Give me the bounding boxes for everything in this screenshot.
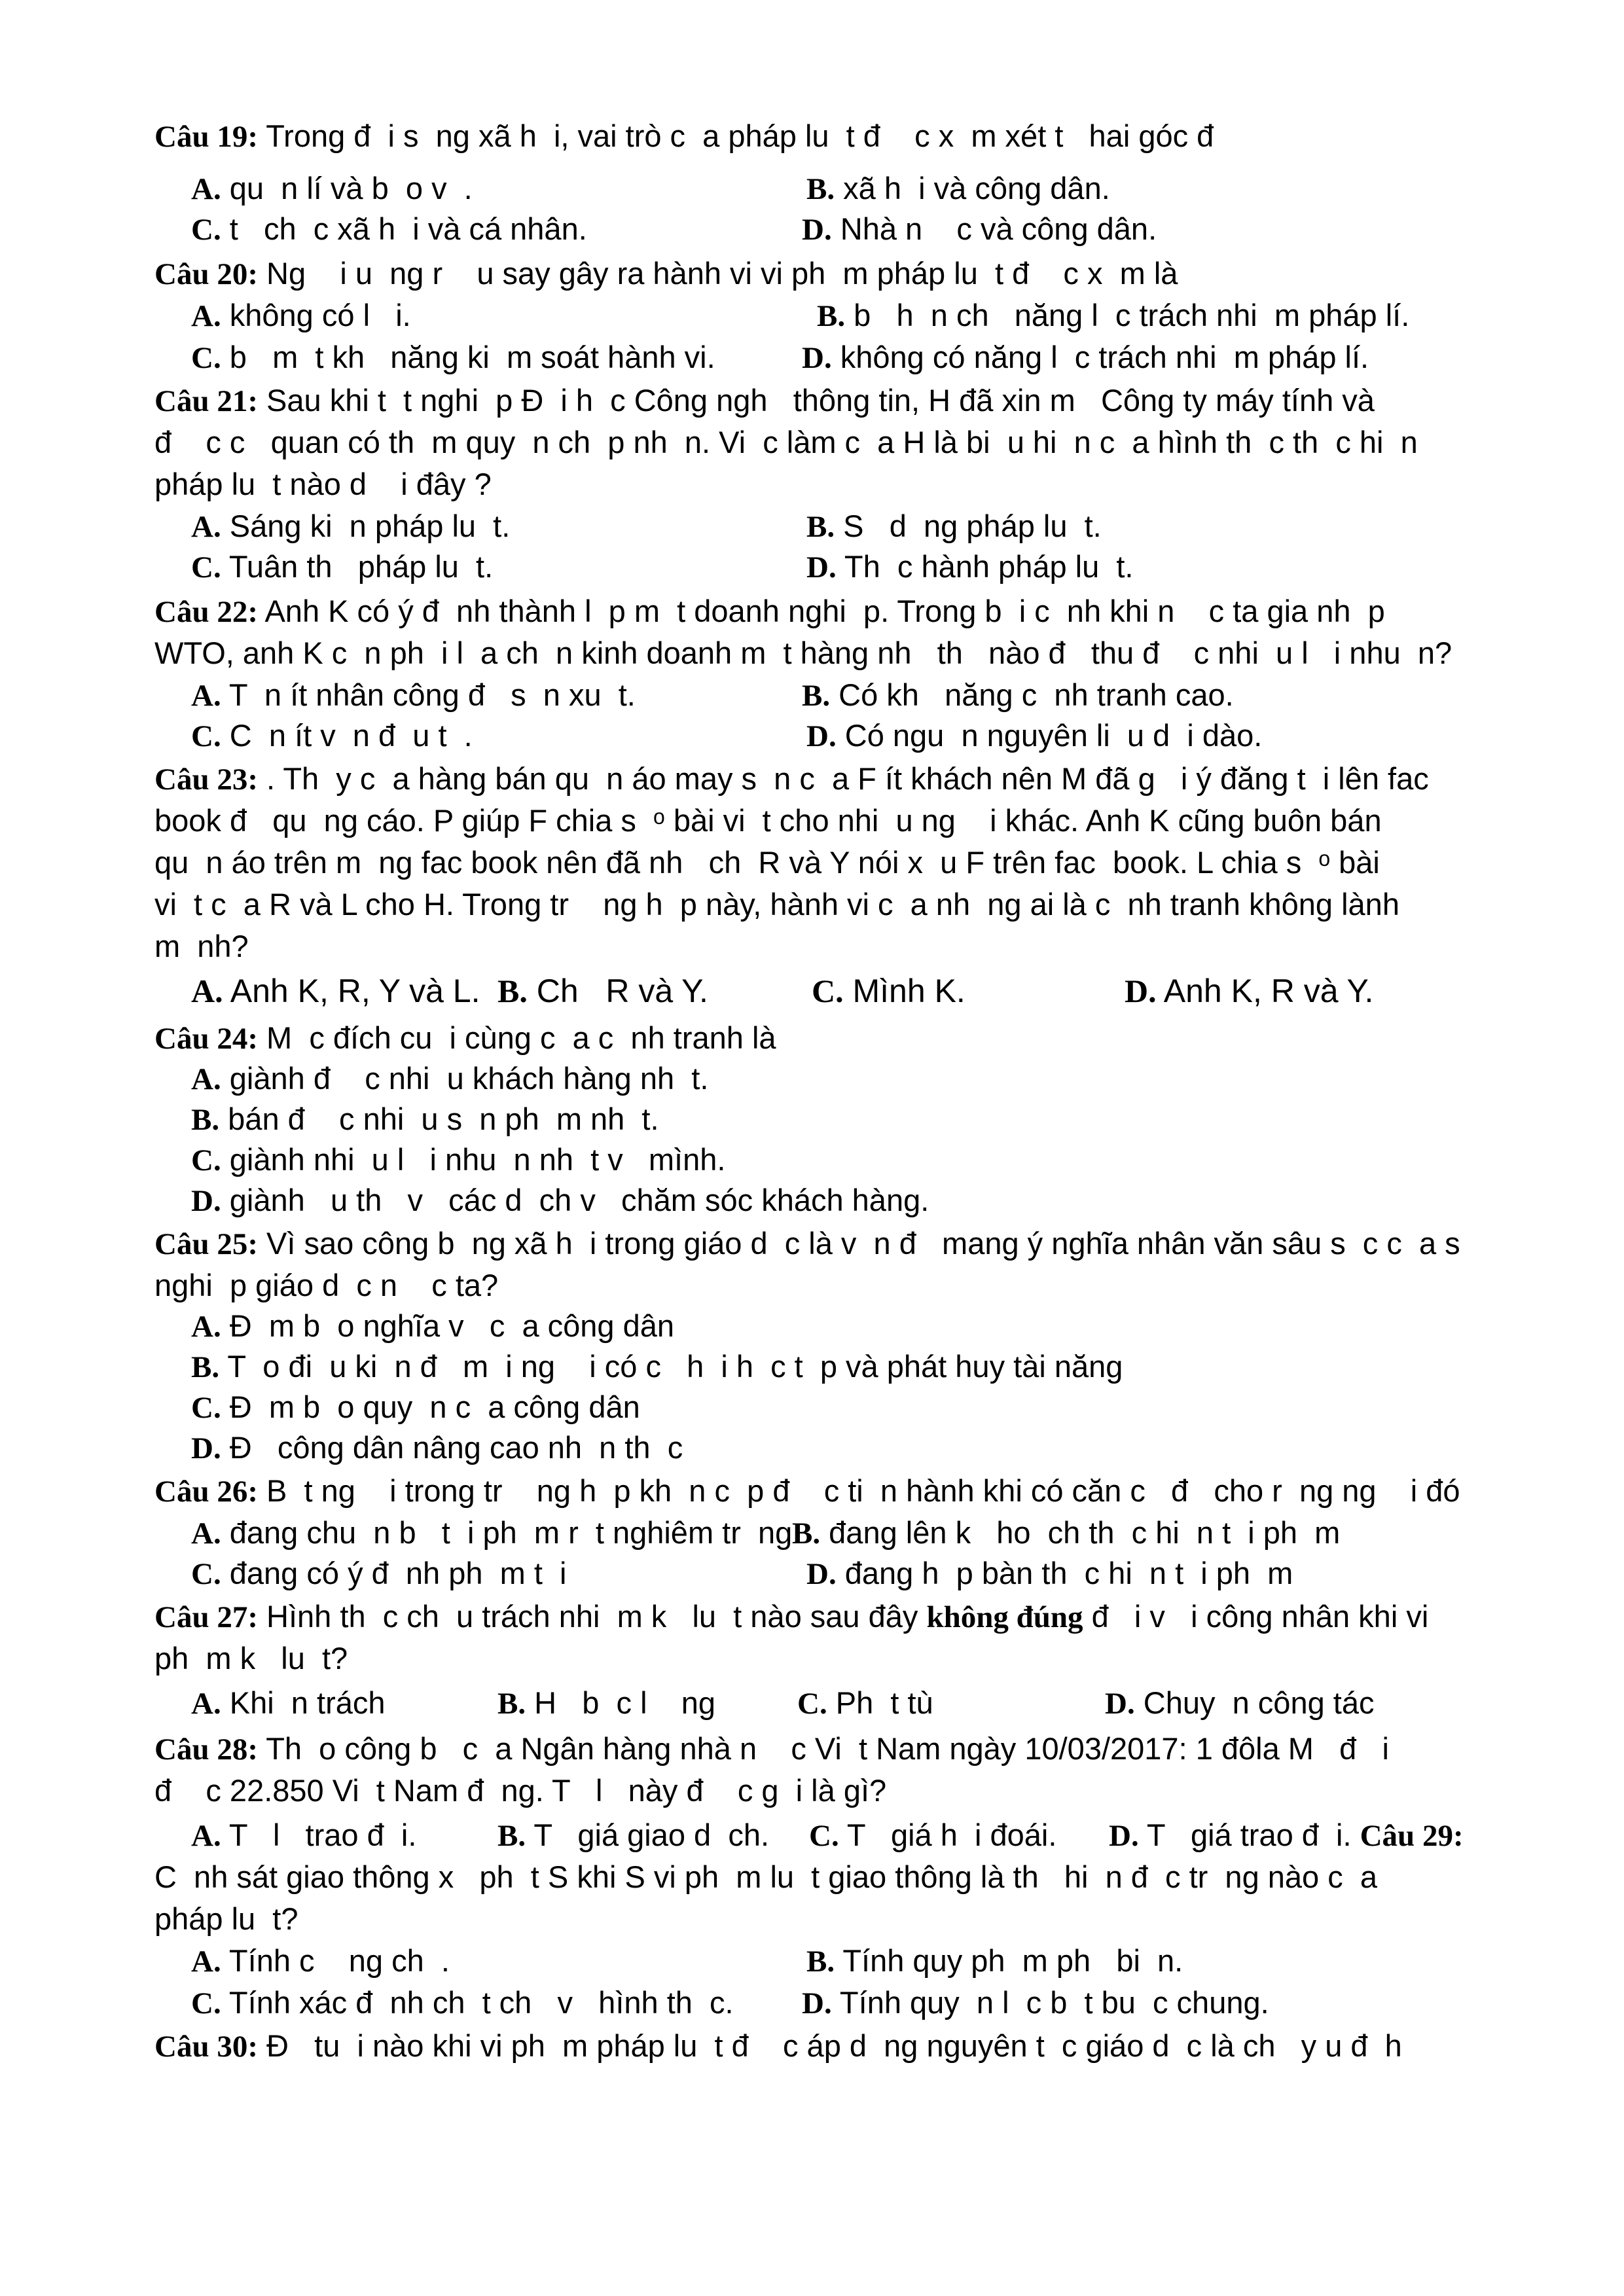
q25-option-d: D. Đ công dân nâng cao nh n th c	[191, 1430, 683, 1465]
q21-option-d: D. Th c hành pháp lu t.	[806, 549, 1134, 584]
question-19: Câu 19: Trong đ i s ng xã h i, vai trò c a pháp lu t đ c x m xét t hai góc đ	[154, 118, 1214, 154]
q27-option-a: A. Khi n trách	[191, 1685, 386, 1721]
q24-option-b: B. bán đ c nhi u s n ph m nh t.	[191, 1102, 659, 1137]
question-21: Câu 21: Sau khi t t nghi p Đ i h c Công ngh thông tin, H đã xin m Công ty máy tính và	[154, 383, 1375, 418]
question-23-line-3: qu n áo trên m ng fac book nên đã nh ch R và Y nói x u F trên fac book. L chia s ᵒ bài	[154, 845, 1380, 880]
q29-option-c: C. Tính xác đ nh ch t ch v hình th c.	[191, 1985, 734, 2020]
question-20: Câu 20: Ng i u ng r u say gây ra hành vi vi ph m pháp lu t đ c x m là	[154, 256, 1178, 291]
question-29-line-2: pháp lu t?	[154, 1901, 298, 1936]
question-21-line-2: đ c c quan có th m quy n ch p nh n. Vi c làm c a H là bi u hi n c a hình th c th c hi n	[154, 425, 1418, 459]
q19-option-d: D. Nhà n c và công dân.	[802, 211, 1157, 247]
q24-option-c: C. giành nhi u l i nhu n nh t v mình.	[191, 1142, 726, 1177]
q20-option-c: C. b m t kh năng ki m soát hành vi.	[191, 340, 715, 375]
question-28-line-2: đ c 22.850 Vi t Nam đ ng. T l này đ c g i là gì?	[154, 1773, 887, 1808]
q26-option-c: C. đang có ý đ nh ph m t i	[191, 1556, 567, 1591]
q23-option-b: B. Ch R và Y.	[497, 973, 708, 1009]
q22-option-c: C. C n ít v n đ u t .	[191, 718, 473, 753]
question-23: Câu 23: . Th y c a hàng bán qu n áo may s n c a F ít khách nên M đã g i ý đăng t i lên fac	[154, 761, 1429, 797]
q21-option-c: C. Tuân th pháp lu t.	[191, 549, 494, 584]
question-23-line-2: book đ qu ng cáo. P giúp F chia s ᵒ bài vi t cho nhi u ng i khác. Anh K cũng buôn bán	[154, 803, 1382, 838]
q24-option-d: D. giành u th v các d ch v chăm sóc khách hàng.	[191, 1183, 929, 1218]
q29-option-b: B. Tính quy ph m ph bi n.	[806, 1943, 1183, 1979]
q26-option-a: A. đang chu n b t i ph m r t nghiêm tr ng	[191, 1515, 793, 1551]
q29-option-a: A. Tính c ng ch .	[191, 1943, 450, 1979]
q20-option-b: B. b h n ch năng l c trách nhi m pháp lí.	[817, 298, 1410, 333]
q28-option-a: A. T l trao đ i.	[191, 1818, 417, 1853]
q22-option-a: A. T n ít nhân công đ s n xu t.	[191, 677, 636, 713]
q23-option-a: A. Anh K, R, Y và L.	[191, 973, 480, 1009]
q23-option-d: D. Anh K, R và Y.	[1125, 973, 1374, 1009]
q26-option-b: B. đang lên k ho ch th c hi n t i ph m	[792, 1515, 1341, 1551]
q27-option-b: B. H b c l ng	[497, 1685, 716, 1721]
q20-option-d: D. không có năng l c trách nhi m pháp lí.	[802, 340, 1369, 375]
q21-option-a: A. Sáng ki n pháp lu t.	[191, 509, 511, 544]
q25-option-c: C. Đ m b o quy n c a công dân	[191, 1390, 640, 1425]
q28-option-b: B. T giá giao d ch.	[497, 1818, 770, 1853]
q22-option-d: D. Có ngu n nguyên li u d i dào.	[806, 718, 1263, 753]
question-28: Câu 28: Th o công b c a Ngân hàng nhà n c Vi t Nam ngày 10/03/2017: 1 đôla M đ i	[154, 1731, 1389, 1767]
question-24: Câu 24: M c đích cu i cùng c a c nh tranh là	[154, 1020, 776, 1056]
q23-option-c: C. Mình K.	[812, 973, 965, 1009]
question-25-line-2: nghi p giáo d c n c ta?	[154, 1268, 499, 1302]
question-22: Câu 22: Anh K có ý đ nh thành l p m t doanh nghi p. Trong b i c nh khi n c ta gia nh p	[154, 594, 1385, 629]
q26-option-d: D. đang h p bàn th c hi n t i ph m	[806, 1556, 1293, 1591]
q27-option-c: C. Ph t tù	[797, 1685, 933, 1721]
q20-option-a: A. không có l i.	[191, 298, 411, 333]
q24-option-a: A. giành đ c nhi u khách hàng nh t.	[191, 1061, 709, 1096]
question-22-line-2: WTO, anh K c n ph i l a ch n kinh doanh m t hàng nh th nào đ thu đ c nhi u l i nhu n?	[154, 636, 1453, 670]
question-30: Câu 30: Đ tu i nào khi vi ph m pháp lu t đ c áp d ng nguyên t c giáo d c là ch y u đ h	[154, 2028, 1402, 2064]
q22-option-b: B. Có kh năng c nh tranh cao.	[802, 677, 1234, 713]
question-27-line-2: ph m k lu t?	[154, 1641, 348, 1676]
q21-option-b: B. S d ng pháp lu t.	[806, 509, 1102, 544]
q19-option-b: B. xã h i và công dân.	[806, 171, 1110, 206]
q27-option-d: D. Chuy n công tác	[1105, 1685, 1375, 1721]
emphasis-text: không đúng	[926, 1600, 1083, 1634]
question-26: Câu 26: B t ng i trong tr ng h p kh n c p đ c ti n hành khi có căn c đ cho r ng ng i đó	[154, 1473, 1460, 1509]
q25-option-a: A. Đ m b o nghĩa v c a công dân	[191, 1308, 675, 1344]
question-29: C nh sát giao thông x ph t S khi S vi ph m lu t giao thông là th hi n đ c tr ng nào c a	[154, 1859, 1377, 1894]
question-27: Câu 27: Hình th c ch u trách nhi m k lu t nào sau đây không đúng đ i v i công nhân khi vi	[154, 1599, 1429, 1634]
q19-option-a: A. qu n lí và b o v .	[191, 171, 473, 206]
question-21-line-3: pháp lu t nào d i đây ?	[154, 467, 492, 501]
question-25: Câu 25: Vì sao công b ng xã h i trong giáo d c là v n đ mang ý nghĩa nhân văn sâu s c c a s	[154, 1226, 1460, 1261]
q25-option-b: B. T o đi u ki n đ m i ng i có c h i h c t p và phát huy tài năng	[191, 1349, 1123, 1384]
q19-option-c: C. t ch c xã h i và cá nhân.	[191, 211, 587, 247]
question-23-line-4: vi t c a R và L cho H. Trong tr ng h p này, hành vi c a nh ng ai là c nh tranh không lành	[154, 887, 1399, 922]
question-23-line-5: m nh?	[154, 929, 249, 963]
q29-option-d: D. Tính quy n l c b t bu c chung.	[802, 1985, 1269, 2020]
q28-option-c: C. T giá h i đoái.	[809, 1818, 1057, 1853]
q28-option-d: D. T giá trao đ i. Câu 29:	[1109, 1818, 1464, 1853]
